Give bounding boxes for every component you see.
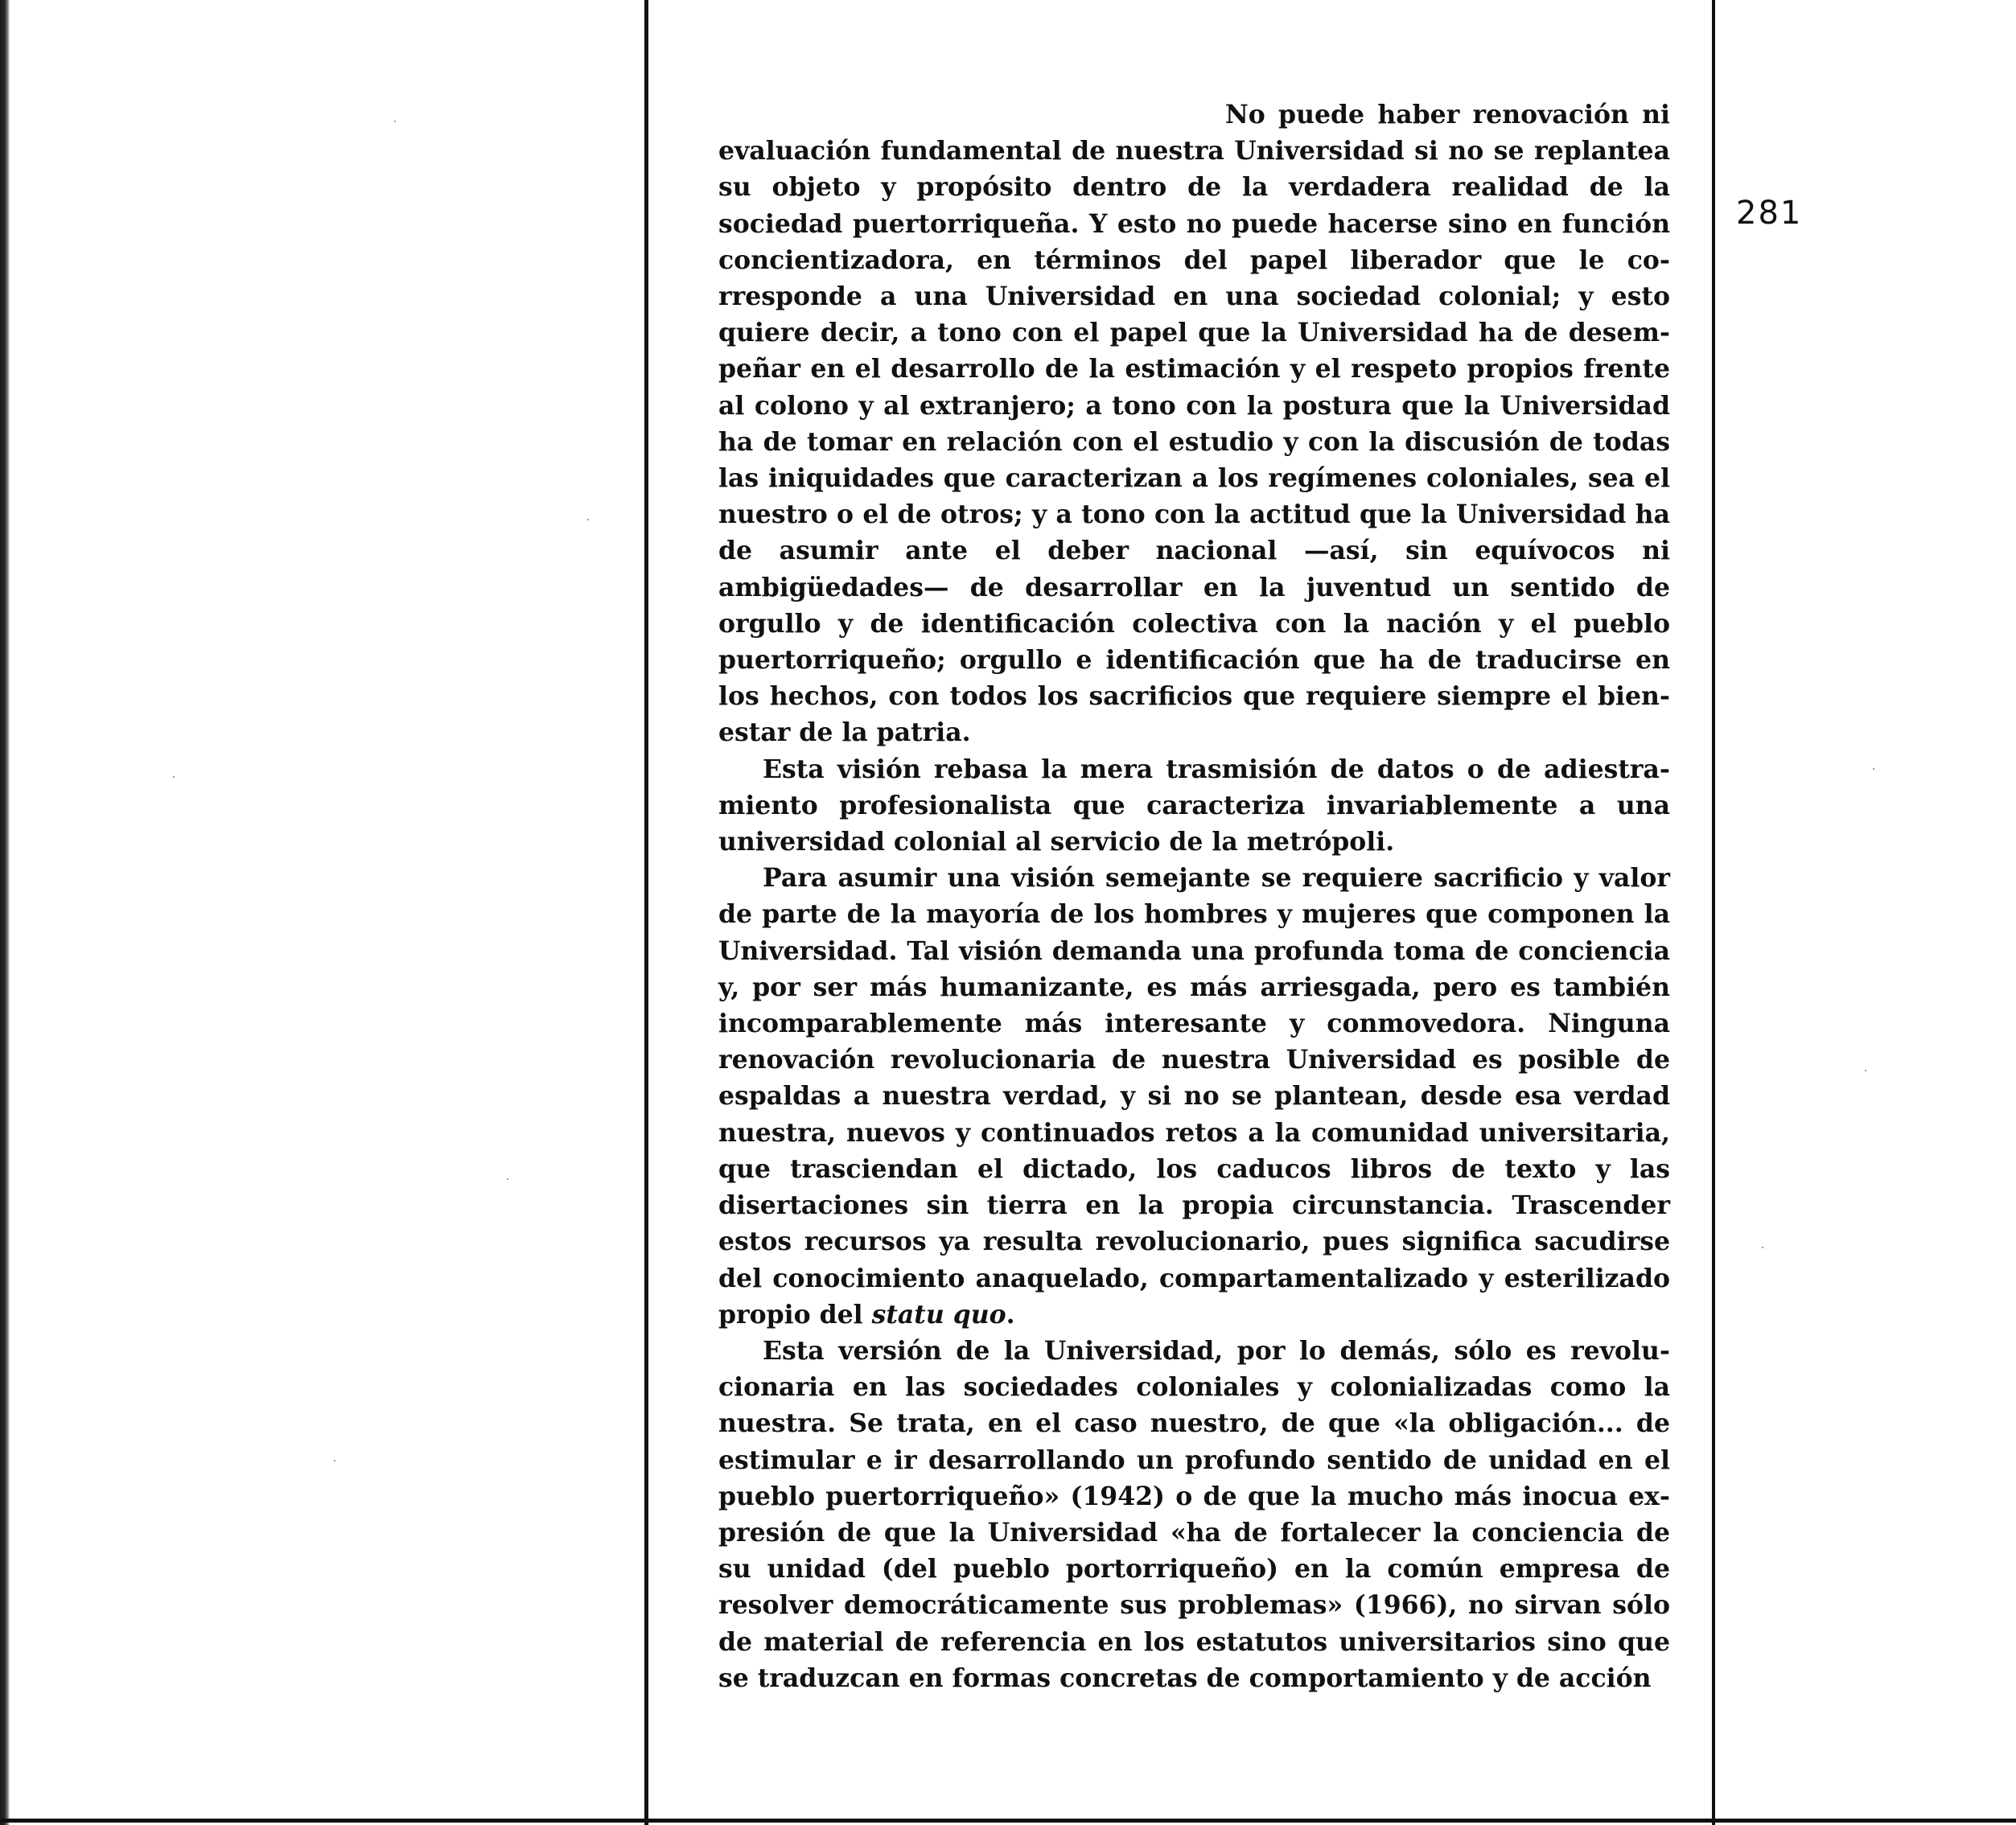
page-number: 281: [1736, 195, 1803, 232]
body-text: [718, 97, 1670, 1696]
scan-speck: [1865, 1070, 1866, 1071]
paragraph-4: Esta versión de la Universidad, por lo demás, sólo es revolucionaria en las sociedades coloniales y colonializadas como la nuestra. Se trata, en el caso nuestro, de que «la obligación... de estimular e ir desarrollando un profundo sentido de unidad en el pueblo puertorriqueño» (1942) o de que la mucho más inocua expresión de que la Universidad «ha de fortalecer la conciencia de su unidad (del pueblo portorriqueño) en la común empresa de resolver democráticamente sus problemas» (1966), no sirvan sólo de material de referencia en los estatutos universitarios sino que se traduzcan en formas concretas de comportamiento y de acción: [718, 1335, 1670, 1693]
scan-speck: [1762, 1247, 1763, 1248]
italic-term: statu quo: [871, 1299, 1006, 1330]
scan-speck: [507, 1178, 508, 1180]
paragraph-1: No puede haber renovación ni evaluación fundamental de nuestra Universidad si no se replantea su objeto y propósito dentro de la verdadera realidad de la sociedad puertorriqueña. Y esto no puede hacerse sino en función concientizadora, en términos del papel liberador que le corresponde a una Universidad en una sociedad colonial; y esto quiere decir, a tono con el papel que la Universidad ha de desempeñar en el desarrollo de la estimación y el respeto propios frente al colono y al extranjero; a tono con la postura que la Universidad ha de tomar en relación con el estudio y con la discusión de todas las iniquidades que caracterizan a los regímenes coloniales, sea el nuestro o el de otros; y a tono con la actitud que la Universidad ha de asumir ante el deber nacional —así, sin equívocos ni ambigüedades— de desarrollar en la juventud un sentido de orgullo y de identificación colectiva con la nación y el pueblo puertorriqueño; orgullo e identificación que ha de traducirse en los hechos, con todos los sacrificios que requiere siempre el bienestar de la patria.: [718, 100, 1670, 748]
paragraph-3-text: Para asumir una visión semejante se requiere sacrificio y valor de parte de la mayoría de los hombres y mujeres que componen la Universidad. Tal visión demanda una profunda toma de conciencia y, por ser más humanizante, es más arriesgada, pero es también incomparablemente más interesante y conmovedora. Ninguna renovación revolucionaria de nuestra Universidad es posible de espaldas a nuestra verdad, y si no se plantean, desde esa verdad nuestra, nuevos y continuados retos a la comunidad universitaria, que trasciendan el dictado, los caducos libros de texto y las disertaciones sin tierra en la propia circunstancia. Trascender estos recursos ya resulta revolucionario, pues significa sacudirse del conocimiento anaquelado, compartamentalizado y esterilizado propio del: [718, 863, 1670, 1330]
bottom-horizontal-rule: [0, 1819, 2016, 1823]
scan-speck: [173, 776, 175, 778]
paragraph-2: Esta visión rebasa la mera trasmisión de datos o de adiestramiento profesionalista que caracteriza invariablemente a una universidad colonial al servicio de la metrópoli.: [718, 754, 1670, 857]
right-vertical-rule: [1712, 0, 1715, 1825]
paragraph-3: [718, 860, 1670, 1333]
scan-speck: [394, 121, 396, 122]
scan-edge-shadow: [0, 0, 10, 1825]
paragraph-3-end: .: [1006, 1299, 1015, 1330]
left-vertical-rule: [644, 0, 648, 1825]
scan-speck: [334, 1460, 335, 1461]
scan-speck: [587, 519, 589, 520]
scan-speck: [1873, 768, 1874, 770]
